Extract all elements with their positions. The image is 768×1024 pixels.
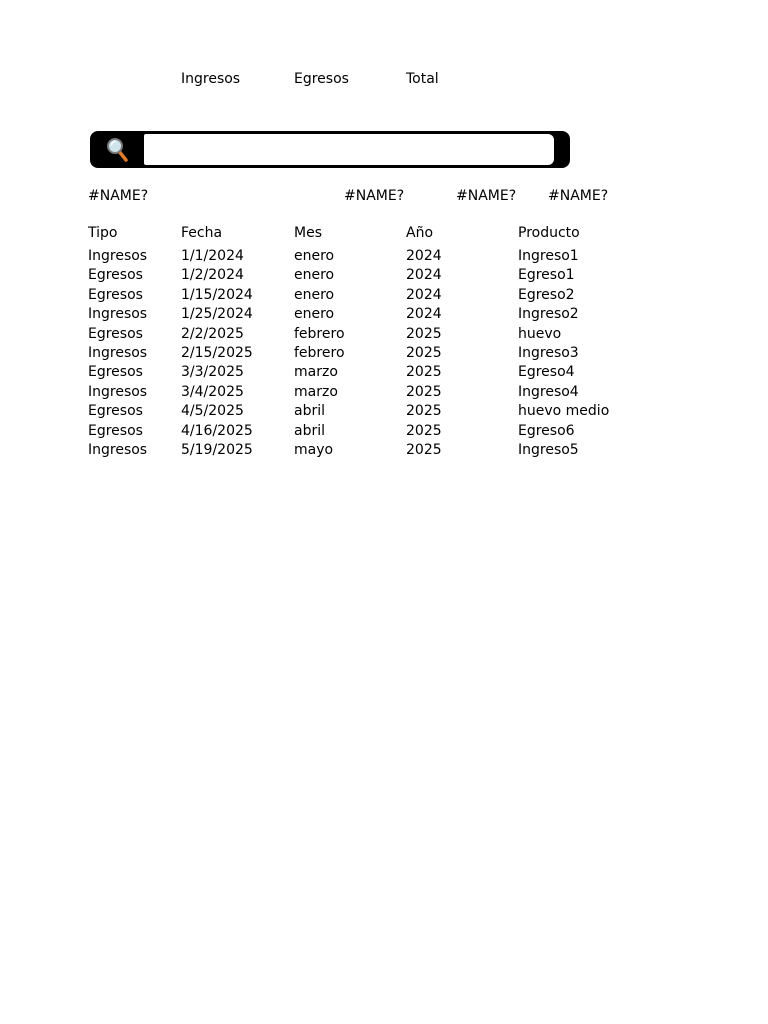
cell-producto: Ingreso4 — [518, 383, 579, 400]
transactions-table — [88, 225, 638, 461]
table-row — [88, 442, 638, 461]
summary-total-label: Total — [406, 71, 439, 87]
table-row — [88, 248, 638, 267]
error-cell: #NAME? — [88, 188, 149, 204]
magnifier-icon[interactable] — [90, 131, 144, 168]
cell-tipo: Egresos — [88, 403, 143, 420]
error-cell: #NAME? — [548, 188, 609, 204]
table-row — [88, 384, 638, 403]
cell-tipo: Ingresos — [88, 441, 148, 458]
cell-ano: 2025 — [406, 364, 442, 381]
cell-mes: febrero — [294, 344, 345, 361]
column-header-tipo: Tipo — [88, 225, 118, 241]
cell-ano: 2025 — [406, 383, 442, 400]
summary-ingresos-label: Ingresos — [181, 71, 241, 87]
summary-egresos-label: Egresos — [294, 71, 349, 87]
cell-producto: huevo — [518, 325, 562, 342]
table-row — [88, 423, 638, 442]
cell-mes: enero — [294, 248, 335, 264]
cell-mes: marzo — [294, 383, 338, 400]
cell-fecha: 1/25/2024 — [181, 306, 253, 323]
table-row — [88, 364, 638, 383]
cell-fecha: 1/15/2024 — [181, 286, 253, 303]
cell-producto: Egreso4 — [518, 364, 575, 381]
table-body — [88, 248, 638, 461]
column-header-mes: Mes — [294, 225, 322, 241]
cell-fecha: 2/15/2025 — [181, 344, 253, 361]
cell-tipo: Ingresos — [88, 306, 148, 323]
cell-mes: enero — [294, 267, 335, 284]
cell-ano: 2025 — [406, 403, 442, 420]
cell-mes: mayo — [294, 441, 334, 458]
cell-fecha: 5/19/2025 — [181, 441, 253, 458]
cell-fecha: 3/4/2025 — [181, 383, 244, 400]
cell-tipo: Ingresos — [88, 383, 148, 400]
error-cell: #NAME? — [456, 188, 517, 204]
column-header-fecha: Fecha — [181, 225, 223, 241]
search-input[interactable] — [144, 134, 554, 165]
cell-mes: marzo — [294, 364, 338, 381]
cell-producto: Egreso2 — [518, 286, 575, 303]
cell-ano: 2025 — [406, 344, 442, 361]
search-bar — [90, 131, 570, 168]
table-row — [88, 287, 638, 306]
cell-fecha: 1/2/2024 — [181, 267, 244, 284]
cell-fecha: 2/2/2025 — [181, 325, 244, 342]
cell-producto: Egreso6 — [518, 422, 575, 439]
cell-ano: 2024 — [406, 286, 442, 303]
table-row — [88, 326, 638, 345]
cell-producto: Egreso1 — [518, 267, 575, 284]
cell-tipo: Ingresos — [88, 248, 148, 264]
cell-mes: febrero — [294, 325, 345, 342]
cell-mes: abril — [294, 403, 326, 420]
cell-tipo: Egresos — [88, 267, 143, 284]
cell-producto: Ingreso5 — [518, 441, 579, 458]
cell-mes: abril — [294, 422, 326, 439]
cell-tipo: Egresos — [88, 286, 143, 303]
cell-fecha: 1/1/2024 — [181, 248, 244, 264]
cell-tipo: Egresos — [88, 422, 143, 439]
cell-producto: huevo medio — [518, 403, 610, 420]
cell-tipo: Egresos — [88, 364, 143, 381]
error-cell: #NAME? — [344, 188, 405, 204]
cell-ano: 2024 — [406, 267, 442, 284]
cell-producto: Ingreso3 — [518, 344, 579, 361]
cell-tipo: Ingresos — [88, 344, 148, 361]
cell-fecha: 4/16/2025 — [181, 422, 253, 439]
cell-ano: 2025 — [406, 325, 442, 342]
cell-ano: 2024 — [406, 306, 442, 323]
cell-producto: Ingreso2 — [518, 306, 579, 323]
column-header-producto: Producto — [518, 225, 580, 241]
cell-mes: enero — [294, 286, 335, 303]
cell-tipo: Egresos — [88, 325, 143, 342]
cell-producto: Ingreso1 — [518, 248, 579, 264]
column-header-ano: Año — [406, 225, 434, 241]
cell-fecha: 3/3/2025 — [181, 364, 244, 381]
cell-mes: enero — [294, 306, 335, 323]
table-row — [88, 306, 638, 325]
table-row — [88, 345, 638, 364]
cell-ano: 2025 — [406, 422, 442, 439]
table-row — [88, 403, 638, 422]
cell-ano: 2025 — [406, 441, 442, 458]
cell-fecha: 4/5/2025 — [181, 403, 244, 420]
table-row — [88, 267, 638, 286]
cell-ano: 2024 — [406, 248, 442, 264]
table-header-row — [88, 225, 638, 248]
